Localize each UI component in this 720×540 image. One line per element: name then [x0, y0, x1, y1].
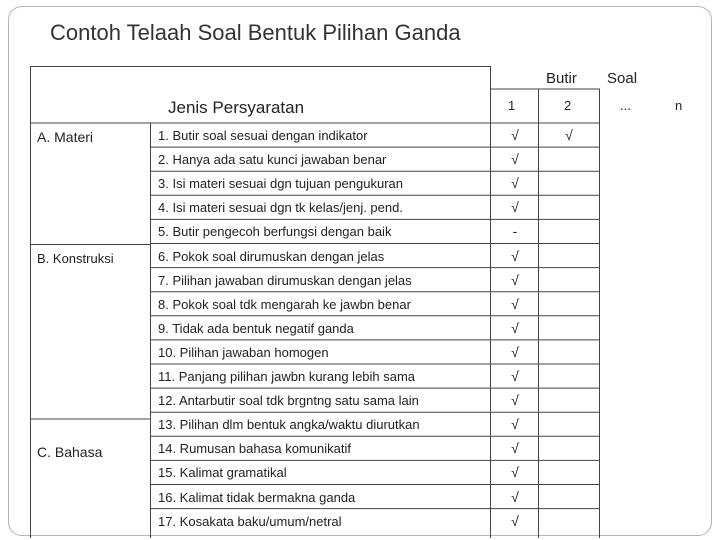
- requirement-label: 3. Isi materi sesuai dgn tujuan pengukuran: [158, 176, 403, 192]
- category-materi: A. Materi: [37, 129, 94, 145]
- requirement-label: 16. Kalimat tidak bermakna ganda: [158, 489, 356, 505]
- check-col-1: √: [511, 392, 519, 409]
- requirement-label: 2. Hanya ada satu kunci jawaban benar: [158, 152, 387, 168]
- requirement-label: 8. Pokok soal tdk mengarah ke jawbn benar: [158, 296, 411, 312]
- check-col-1: √: [511, 271, 519, 288]
- requirement-label: 14. Rumusan bahasa komunikatif: [158, 441, 351, 457]
- requirement-label: 13. Pilihan dlm bentuk angka/waktu diurutkan: [158, 417, 420, 433]
- check-col-1: √: [511, 151, 519, 168]
- requirement-label: 17. Kosakata baku/umum/netral: [158, 513, 342, 529]
- check-col-1: √: [511, 368, 519, 384]
- category-konstruksi: B. Konstruksi: [37, 251, 114, 266]
- header-jenis-persyaratan: Jenis Persyaratan: [168, 98, 305, 117]
- check-col-1: √: [511, 343, 519, 360]
- check-col-1: √: [511, 488, 519, 505]
- requirement-label: 12. Antarbutir soal tdk brgntng satu sama lain: [158, 393, 419, 409]
- requirement-label: 10. Pilihan jawaban homogen: [158, 344, 329, 360]
- check-col-1: -: [512, 223, 518, 240]
- header-col-4: n: [675, 98, 683, 113]
- requirement-label: 5. Butir pengecoh berfungsi dengan baik: [158, 224, 392, 240]
- header-col-2: 2: [564, 98, 572, 113]
- check-col-1: √: [511, 512, 519, 529]
- header-col-1: 1: [508, 98, 516, 113]
- check-col-1: √: [511, 319, 519, 336]
- requirement-label: 15. Kalimat gramatikal: [158, 465, 287, 481]
- check-col-1: √: [511, 199, 519, 216]
- slide-title: Contoh Telaah Soal Bentuk Pilihan Ganda: [50, 20, 461, 45]
- check-col-2: √: [565, 127, 573, 143]
- check-col-1: √: [511, 440, 519, 457]
- requirement-label: 9. Tidak ada bentuk negatif ganda: [158, 320, 354, 336]
- requirement-label: 6. Pokok soal dirumuskan dengan jelas: [158, 248, 385, 264]
- requirement-label: 7. Pilihan jawaban dirumuskan dengan jelas: [158, 272, 412, 288]
- check-col-1: √: [511, 247, 519, 264]
- requirement-label: 1. Butir soal sesuai dengan indikator: [158, 128, 368, 143]
- check-col-1: √: [511, 464, 519, 481]
- header-col-3: ...: [620, 98, 631, 113]
- check-col-1: √: [511, 416, 519, 433]
- header-soal: Soal: [607, 70, 638, 87]
- check-col-1: √: [511, 127, 519, 143]
- requirement-label: 11. Panjang pilihan jawbn kurang lebih sama: [158, 369, 416, 384]
- requirement-label: 4. Isi materi sesuai dgn tk kelas/jenj. pend.: [158, 200, 403, 216]
- review-table: [30, 66, 697, 538]
- check-col-1: √: [511, 175, 519, 192]
- category-bahasa: C. Bahasa: [37, 444, 103, 460]
- header-butir: Butir: [546, 70, 577, 87]
- check-col-1: √: [511, 295, 519, 312]
